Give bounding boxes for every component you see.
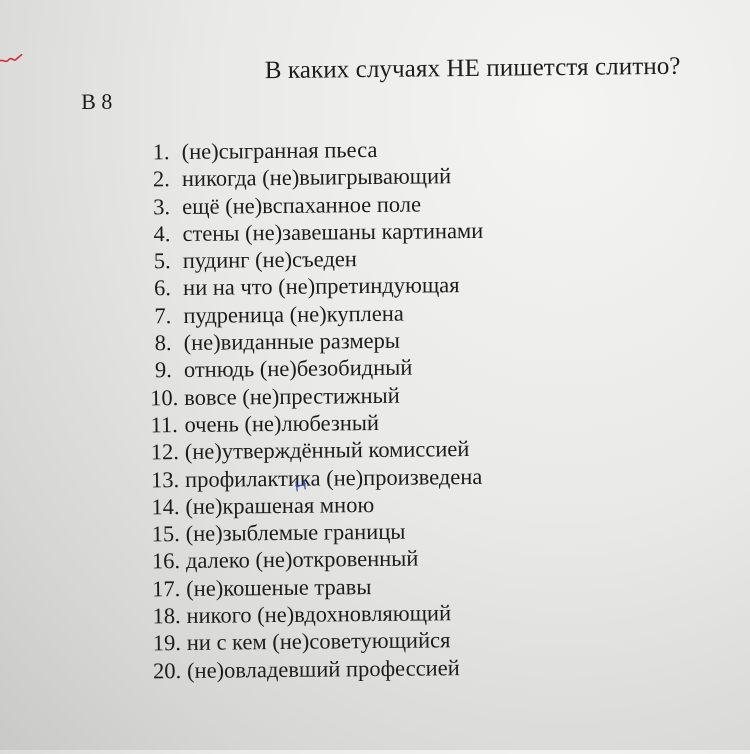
item-text: вовсе (не)престижный (184, 382, 400, 410)
item-text: ни с кем (не)советующийся (186, 627, 451, 656)
list-item (149, 271, 484, 302)
variant-label: В 8 (80, 88, 113, 115)
item-text: (не)сыгранная пьеса (181, 136, 378, 165)
list-item (150, 353, 485, 384)
item-number: 7. (154, 302, 172, 329)
item-number: 1. (152, 139, 170, 165)
item-number: 16. (151, 548, 181, 574)
list-item (148, 217, 483, 248)
list-item (149, 244, 484, 275)
item-number: 17. (152, 575, 181, 602)
list-item (150, 381, 485, 412)
list-item (153, 653, 488, 684)
list-item (150, 326, 485, 357)
item-number: 3. (153, 193, 171, 219)
list-item (152, 517, 487, 548)
item-text: стены (не)завешаны картинами (182, 217, 484, 246)
item-text: пудреница (не)куплена (183, 300, 404, 328)
exercise-list (148, 135, 488, 684)
list-item (153, 626, 488, 657)
worksheet-title: В каких случаях НЕ пишетстя слитно? (264, 52, 681, 85)
list-item (151, 435, 486, 466)
item-number: 5. (153, 248, 171, 274)
item-number: 8. (154, 330, 172, 356)
item-number: 12. (150, 439, 180, 465)
list-item (149, 299, 484, 330)
item-text: никого (не)вдохновляющий (186, 600, 452, 629)
item-number: 10. (150, 384, 179, 411)
item-text: (не)крашеная мною (185, 491, 375, 519)
list-item (150, 408, 485, 439)
list-item (152, 544, 487, 575)
item-text: (не)виданные размеры (183, 327, 401, 356)
item-text: пудинг (не)съеден (182, 246, 357, 274)
list-item (148, 162, 483, 193)
list-item (148, 189, 483, 220)
red-pen-mark-icon (0, 52, 23, 68)
item-text: никогда (не)выигрывающий (181, 163, 452, 192)
item-number: 4. (153, 221, 171, 247)
item-number: 18. (152, 603, 181, 629)
item-number: 15. (151, 521, 180, 547)
item-number: 9. (154, 357, 172, 383)
item-text: (не)зыблемые границы (185, 518, 406, 547)
list-item (152, 599, 487, 630)
item-number: 14. (151, 493, 180, 520)
item-text: отнюдь (не)безобидный (183, 354, 413, 383)
item-text: очень (не)любезный (184, 409, 380, 437)
item-number: 20. (152, 657, 182, 683)
item-text: (не)овладевший профессией (186, 654, 460, 683)
list-item (151, 490, 486, 521)
item-text: ещё (не)вспаханное поле (182, 191, 422, 219)
blue-pen-mark-icon (294, 479, 308, 495)
item-text: профилактика (не)произведена (184, 463, 483, 492)
item-text: (не)утверждённый комиссией (184, 436, 470, 465)
item-number: 19. (152, 630, 182, 656)
item-number: 13. (150, 466, 180, 492)
item-number: 11. (150, 412, 178, 438)
list-item (152, 572, 487, 603)
list-item (148, 135, 483, 166)
item-text: далеко (не)откровенный (185, 546, 419, 574)
item-number: 2. (152, 166, 170, 192)
item-text: ни на что (не)претиндующая (182, 272, 460, 301)
list-item (151, 462, 486, 493)
item-number: 6. (153, 275, 172, 301)
item-text: (не)кошеные травы (186, 573, 372, 601)
